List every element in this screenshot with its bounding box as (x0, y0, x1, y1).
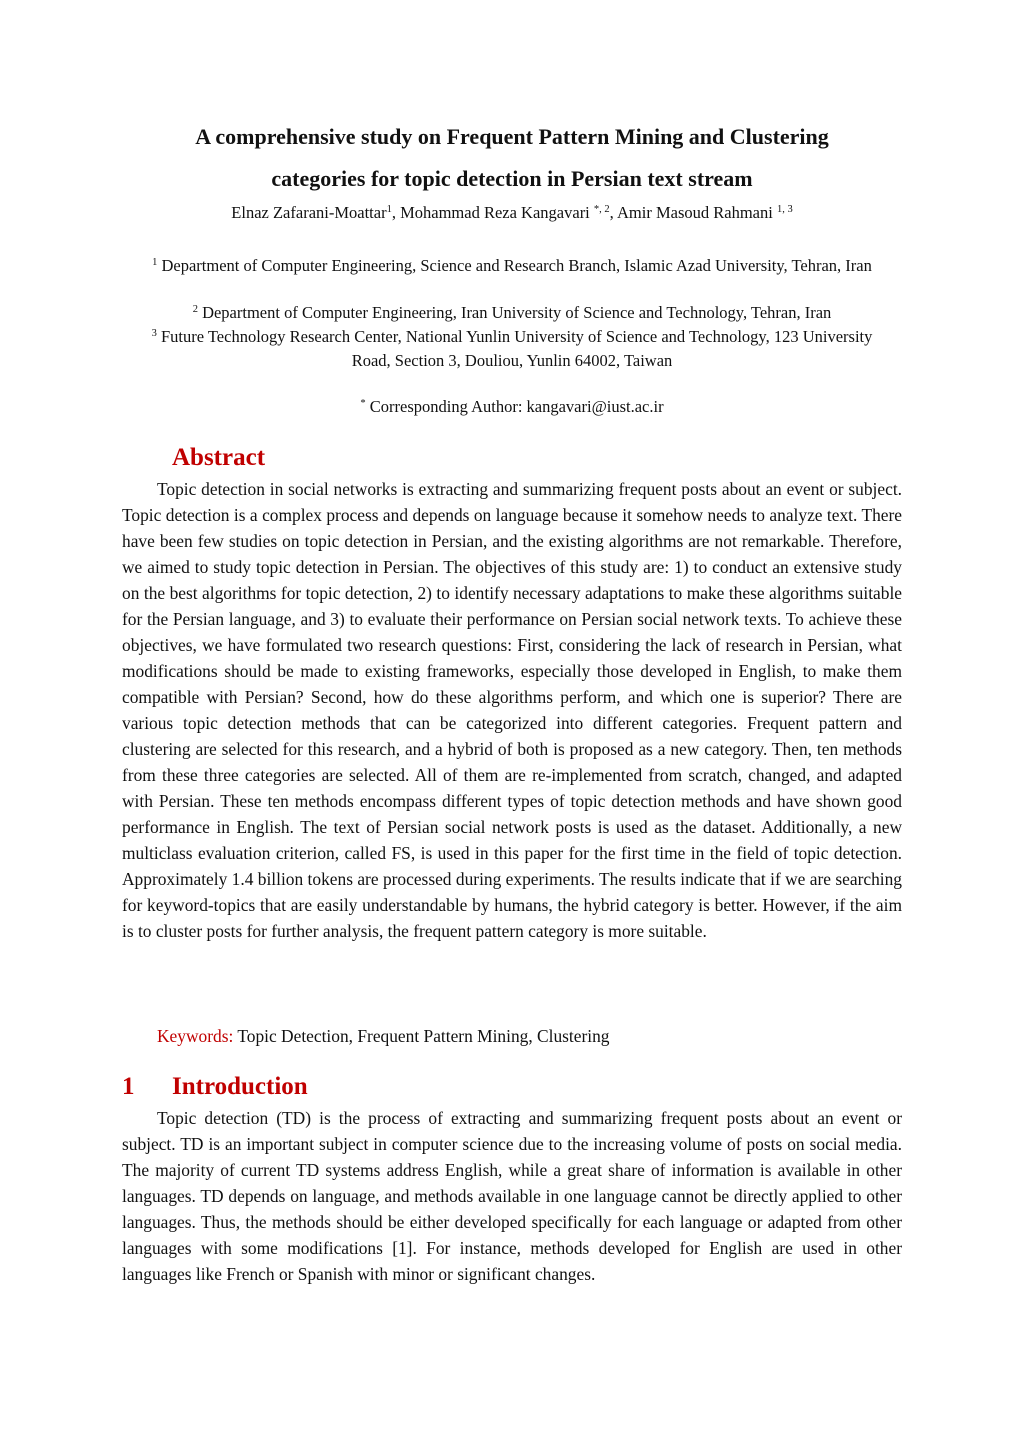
author-name: Mohammad Reza Kangavari (400, 203, 590, 222)
keywords-label: Keywords: (157, 1026, 234, 1046)
abstract-heading: Abstract (172, 444, 266, 471)
affiliation-2 (140, 301, 884, 325)
author-separator: , (609, 203, 617, 222)
keywords-line (157, 1023, 610, 1049)
abstract-paragraph: Topic detection in social networks is extracting and summarizing frequent posts about an event or subject. Topic detection is a complex process and depends on language because it somehow needs to analyze text. There have been few studies on topic detection in Persian, and the existing algorithms are not remarkable. Therefore, we aimed to study topic detection in Persian. The objectives of this study are: 1) to conduct an extensive study on the best algorithms for topic detection, 2) to identify necessary adaptations to make these algorithms suitable for the Persian language, and 3) to evaluate their performance on Persian social network texts. To achieve these objectives, we have formulated two research questions: First, considering the lack of research in Persian, what modifications should be made to existing frameworks, especially those developed in English, to make them compatible with Persian? Second, how do these algorithms perform, and which one is superior? There are various topic detection methods that can be categorized into different categories. Frequent pattern and clustering are selected for this research, and a hybrid of both is proposed as a new category. Then, ten methods from these three categories are selected. All of them are re-implemented from scratch, changed, and adapted with Persian. These ten methods encompass different types of topic detection methods and have shown good performance in English. The text of Persian social network posts is used as the dataset. Additionally, a new multiclass evaluation criterion, called FS, is used in this paper for the first time in the field of topic detection. Approximately 1.4 billion tokens are processed during experiments. The results indicate that if we are searching for keyword-topics that are easily understandable by humans, the hybrid category is better. However, if the aim is to cluster posts for further analysis, the frequent pattern category is more suitable. (122, 479, 902, 941)
affiliation-text: Future Technology Research Center, National Yunlin University of Science and Technology, 123 University Road, Section 3, Douliou, Yunlin 64002, Taiwan (160, 327, 873, 370)
corresponding-author (0, 396, 1024, 418)
corresponding-text: Corresponding Author: kangavari@iust.ac.ir (369, 397, 664, 416)
affiliation-text: Department of Computer Engineering, Science and Research Branch, Islamic Azad University, Tehran, Iran (161, 256, 872, 275)
affiliation-mark: 3 (151, 328, 157, 339)
corresponding-mark: * (360, 398, 366, 409)
author-name: Elnaz Zafarani-Moattar (231, 203, 387, 222)
section-title: Introduction (172, 1073, 308, 1100)
introduction-paragraph: Topic detection (TD) is the process of extracting and summarizing frequent posts about an event or subject. TD is an important subject in computer science due to the increasing volume of posts on social media. The majority of current TD systems address English, while a great share of information is available in other languages. TD depends on language, and methods available in one language cannot be directly applied to other languages. Thus, the methods should be either developed specifically for each language or adapted from other languages with some modifications [1]. For instance, methods developed for English are used in other languages like French or Spanish with minor or significant changes. (122, 1108, 902, 1284)
affiliation-mark: 2 (192, 304, 198, 315)
paper-title-line-2: categories for topic detection in Persian text stream (271, 166, 753, 191)
author-affiliation-mark: *, 2 (593, 204, 610, 215)
keywords-text: Topic Detection, Frequent Pattern Mining, Clustering (233, 1026, 610, 1046)
introduction-heading (122, 1072, 308, 1102)
author-list (0, 203, 1024, 223)
author-separator: , (391, 203, 401, 222)
author-name: Amir Masoud Rahmani (617, 203, 773, 222)
paper-title-line-1: A comprehensive study on Frequent Pattern Mining and Clustering (195, 124, 829, 149)
affiliation-mark: 1 (152, 257, 158, 268)
affiliation-1 (140, 254, 884, 278)
affiliation-3 (140, 325, 884, 372)
affiliation-text: Department of Computer Engineering, Iran University of Science and Technology, Tehran, Iran (202, 303, 832, 322)
author-affiliation-mark: 1 (386, 204, 392, 215)
section-number: 1 (122, 1073, 135, 1100)
author-affiliation-mark: 1, 3 (776, 204, 793, 215)
